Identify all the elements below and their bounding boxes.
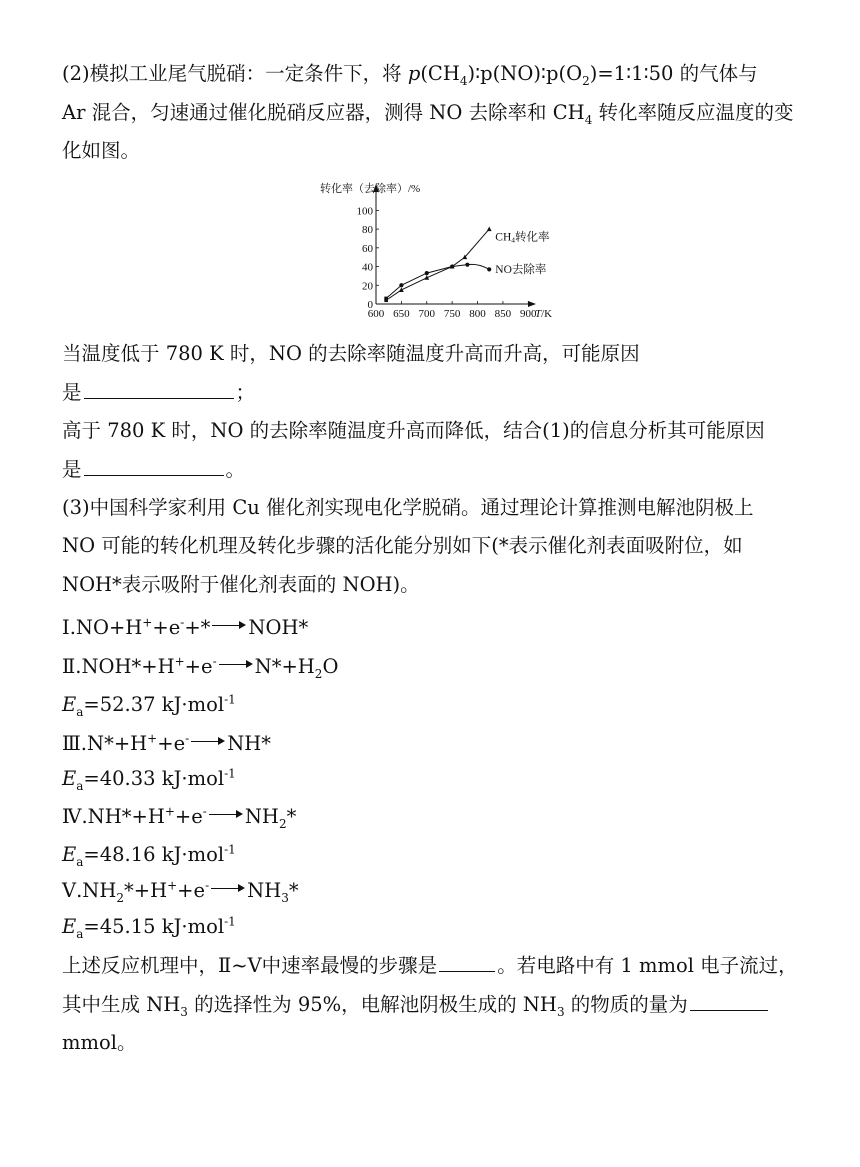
no-point bbox=[450, 264, 454, 268]
x-tick-label: 700 bbox=[418, 308, 436, 320]
q-low-line-2: 是 ； bbox=[62, 381, 256, 404]
part3-line-3: NOH*表示吸附于催化剂表面的 NOH)。 bbox=[62, 573, 420, 596]
x-tick-label: 750 bbox=[443, 308, 461, 320]
x-tick-label: 800 bbox=[469, 308, 486, 320]
part3-line-2: NO 可能的转化机理及转化步骤的活化能分别如下(*表示催化剂表面吸附位，如 bbox=[62, 534, 743, 557]
y-tick-label: 80 bbox=[362, 224, 373, 237]
activation-energy-3: $E_a=40.33$ kJ·mol$^{-1}$ bbox=[62, 766, 236, 793]
y-tick-label: 60 bbox=[362, 242, 373, 255]
no-point bbox=[487, 267, 491, 271]
activation-energy-2: $E_a=52.37$ kJ·mol$^{-1}$ bbox=[62, 692, 236, 719]
arrow-icon bbox=[209, 810, 243, 820]
y-axis-label: 转化率（去除率）/% bbox=[320, 183, 421, 195]
step-5: $Ⅴ.NH_2*+H^++e^-$ $NH_3*$ bbox=[62, 878, 299, 905]
q-low-line-1: 当温度低于 780 K 时，NO 的去除率随温度升高而升高，可能原因 bbox=[62, 342, 640, 365]
x-tick-label: 600 bbox=[367, 308, 385, 320]
q-high-line-1: 高于 780 K 时，NO 的去除率随温度升高而降低，结合(1)的信息分析其可能原因 bbox=[62, 419, 765, 442]
part3-line-1: (3)中国科学家利用 Cu 催化剂实现电化学脱硝。通过理论计算推测电解池阴极上 bbox=[62, 496, 754, 519]
intro-line-1: (2)模拟工业尾气脱硝：一定条件下，将 $p(CH_4)∶p(NO)∶p(O_2)=1∶1∶50$ 的气体与 bbox=[62, 62, 758, 88]
ch4-point bbox=[487, 226, 492, 231]
no-series-line bbox=[386, 264, 489, 298]
answer-blank[interactable] bbox=[690, 991, 768, 1011]
x-tick-label: 850 bbox=[494, 308, 512, 320]
x-axis-arrow bbox=[528, 301, 536, 307]
final-line-2: 其中生成 $NH_3$ 的选择性为 95%，电解池阴极生成的 $NH_3$ 的物质的量为 bbox=[62, 991, 812, 1018]
step-2: Ⅱ.NOH*+H++e- $N*+H_2O$ bbox=[62, 654, 339, 681]
no-series-label: NO去除率 bbox=[495, 264, 547, 277]
y-tick-label: 40 bbox=[362, 261, 373, 274]
conversion-chart bbox=[312, 176, 553, 324]
intro-line-3: 化如图。 bbox=[62, 139, 141, 162]
x-tick-label: 650 bbox=[393, 308, 410, 320]
step-1: Ⅰ.NO+H++e-+* NOH* bbox=[62, 615, 309, 639]
final-line-1: 上述反应机理中，Ⅱ~Ⅴ中速率最慢的步骤是 。若电路中有 1 mmol 电子流过， bbox=[62, 954, 798, 977]
x-tick-label: 900 bbox=[520, 308, 537, 320]
answer-blank[interactable] bbox=[84, 379, 234, 399]
answer-blank[interactable] bbox=[439, 952, 495, 972]
q-high-line-2: 是 。 bbox=[62, 458, 246, 481]
arrow-icon bbox=[211, 884, 245, 894]
arrow-icon bbox=[191, 737, 225, 747]
y-tick-label: 0 bbox=[367, 299, 373, 311]
no-point bbox=[425, 271, 429, 275]
intro-line-2: Ar 混合，匀速通过催化脱硝反应器，测得 NO 去除率和 $CH_4$ 转化率随反应温度的变 bbox=[62, 101, 794, 127]
activation-energy-4: $E_a=48.16$ kJ·mol$^{-1}$ bbox=[62, 842, 236, 869]
activation-energy-5: $E_a=45.15$ kJ·mol$^{-1}$ bbox=[62, 914, 236, 941]
step-3: Ⅲ.N*+H++e- NH* bbox=[62, 731, 272, 755]
no-point bbox=[399, 283, 403, 287]
y-tick-label: 100 bbox=[356, 205, 373, 218]
no-point bbox=[465, 263, 469, 267]
answer-blank[interactable] bbox=[84, 456, 224, 476]
step-4: Ⅳ.NH*+H++e- $NH_2*$ bbox=[62, 804, 297, 831]
final-line-3: mmol。 bbox=[62, 1031, 137, 1054]
x-axis-label: T/K bbox=[535, 308, 553, 320]
arrow-icon bbox=[212, 621, 246, 631]
series-start-point bbox=[384, 297, 388, 301]
arrow-icon bbox=[219, 660, 253, 670]
ch4-series-label: CH4转化率 bbox=[495, 231, 550, 245]
y-tick-label: 20 bbox=[362, 280, 373, 293]
